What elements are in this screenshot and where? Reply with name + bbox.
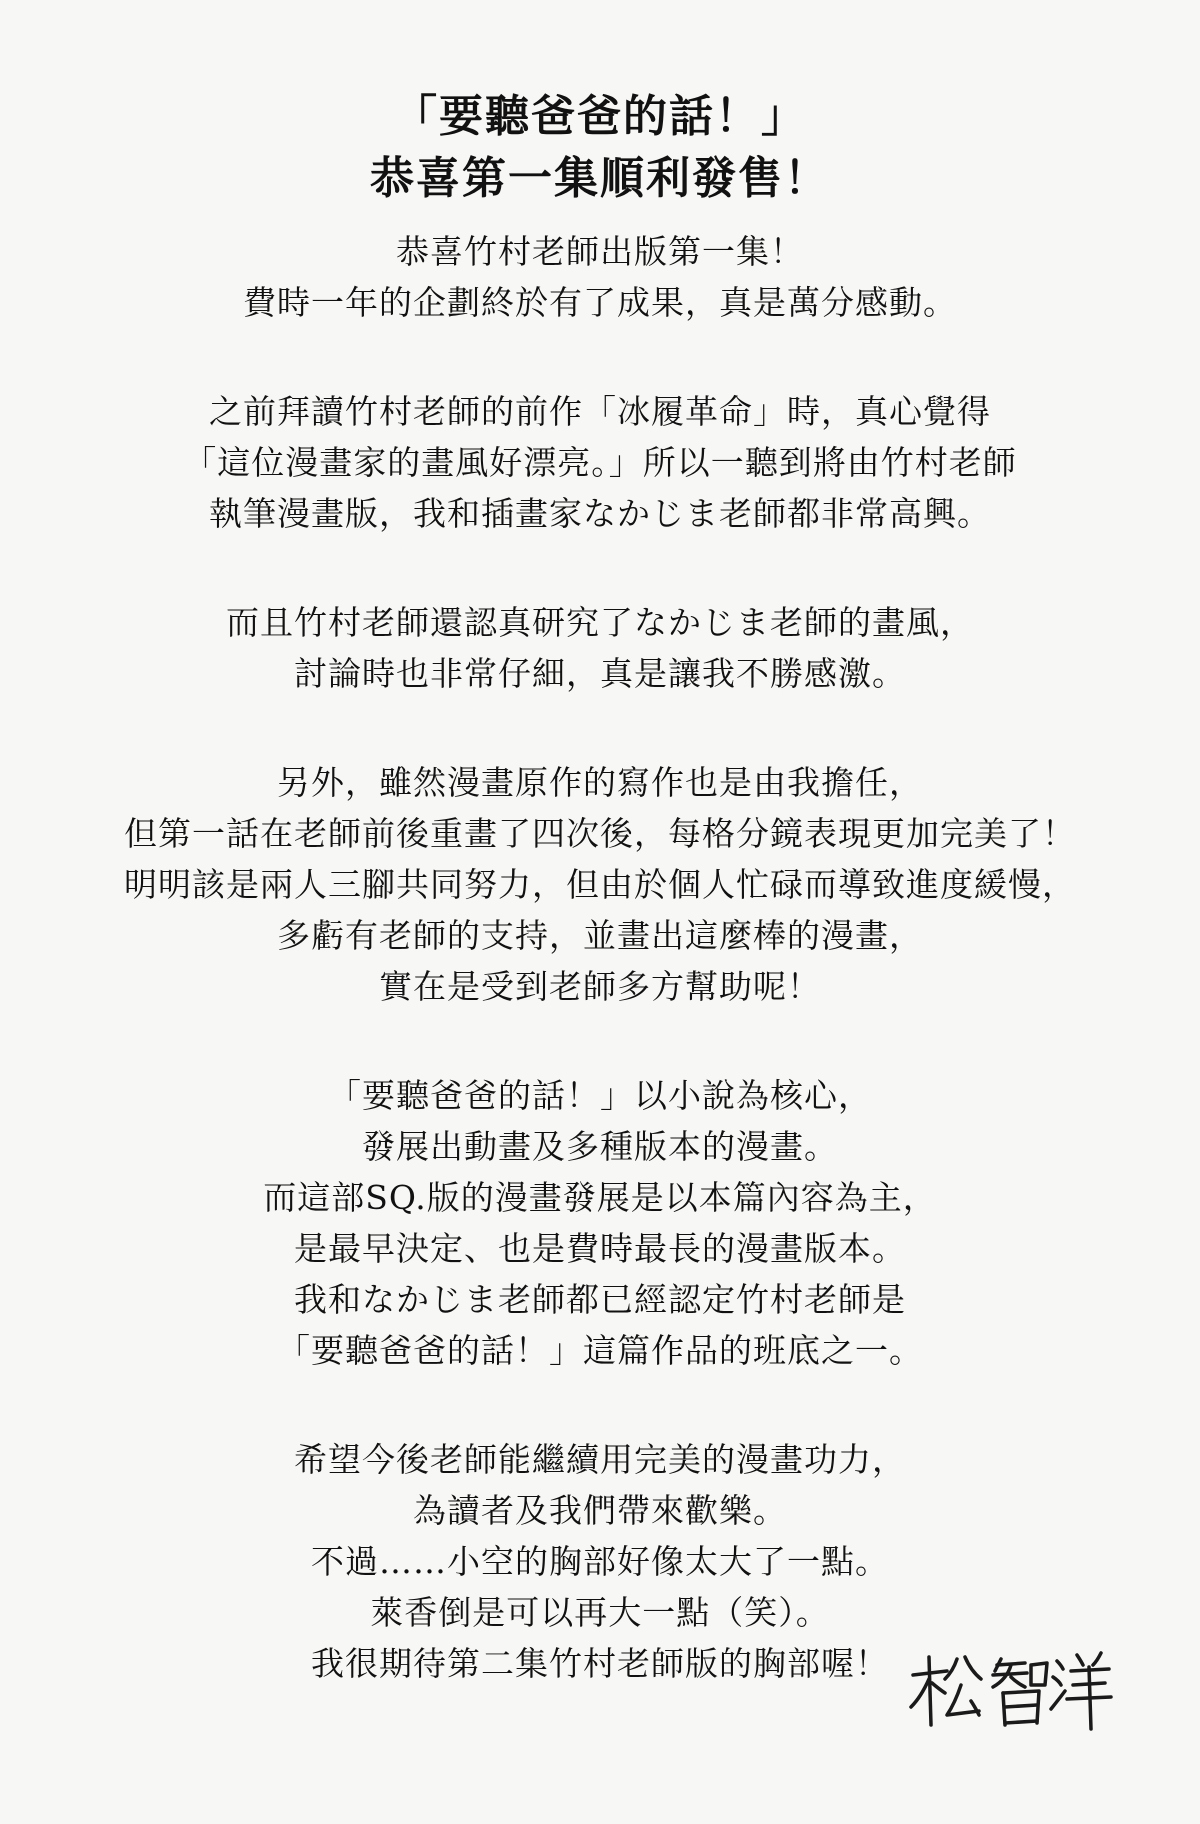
text-line: 而且竹村老師還認真研究了なかじま老師的畫風， [226,603,974,642]
text-line: 我很期待第二集竹村老師版的胸部喔！ [311,1644,889,1683]
text-line: 但第一話在老師前後重畫了四次後，每格分鏡表現更加完美了！ [124,814,1076,853]
text-line: 萊香倒是可以再大一點（笑）。 [370,1593,830,1632]
paragraph-series-info [0,1070,1200,1376]
text-line: 另外，雖然漫畫原作的寫作也是由我擔任， [277,763,923,802]
text-line: 希望今後老師能繼續用完美的漫畫功力， [294,1440,906,1479]
text-line: 「要聽爸爸的話！」這篇作品的班底之一。 [277,1331,923,1370]
title-line-2: 恭喜第一集順利發售！ [370,153,830,204]
title-line-1: 「要聽爸爸的話！」 [393,91,807,142]
afterword-body [0,226,1200,1747]
text-line: 多虧有老師的支持，並畫出這麼棒的漫畫， [277,916,923,955]
author-signature [905,1645,1115,1735]
text-line: 我和なかじま老師都已經認定竹村老師是 [294,1280,906,1319]
text-line: 不過……小空的胸部好像太大了一點。 [311,1542,889,1581]
text-line: 恭喜竹村老師出版第一集！ [396,232,804,271]
text-line: 為讀者及我們帶來歡樂。 [413,1491,787,1530]
text-line: 實在是受到老師多方幫助呢！ [379,967,821,1006]
text-line: 明明該是兩人三腳共同努力，但由於個人忙碌而導致進度緩慢， [124,865,1076,904]
text-line: 「要聽爸爸的話！」以小說為核心， [328,1076,872,1115]
text-line: 「這位漫畫家的畫風好漂亮。」所以一聽到將由竹村老師 [183,443,1017,482]
text-line: 執筆漫畫版，我和插畫家なかじま老師都非常高興。 [209,494,991,533]
text-line: 討論時也非常仔細，真是讓我不勝感激。 [294,654,906,693]
text-line: 費時一年的企劃終於有了成果，真是萬分感動。 [243,283,957,322]
text-line: 之前拜讀竹村老師的前作「冰履革命」時，真心覺得 [209,392,991,431]
paragraph-art-style [0,597,1200,699]
handwritten-signature [905,1645,1115,1735]
paragraph-congratulations [0,226,1200,328]
paragraph-previous-work [0,386,1200,539]
text-line: 發展出動畫及多種版本的漫畫。 [362,1127,838,1166]
text-line: 而這部SQ.版的漫畫發展是以本篇內容為主， [263,1178,937,1217]
text-line: 是最早決定、也是費時最長的漫畫版本。 [294,1229,906,1268]
page-title [0,86,1200,210]
paragraph-collaboration [0,757,1200,1012]
